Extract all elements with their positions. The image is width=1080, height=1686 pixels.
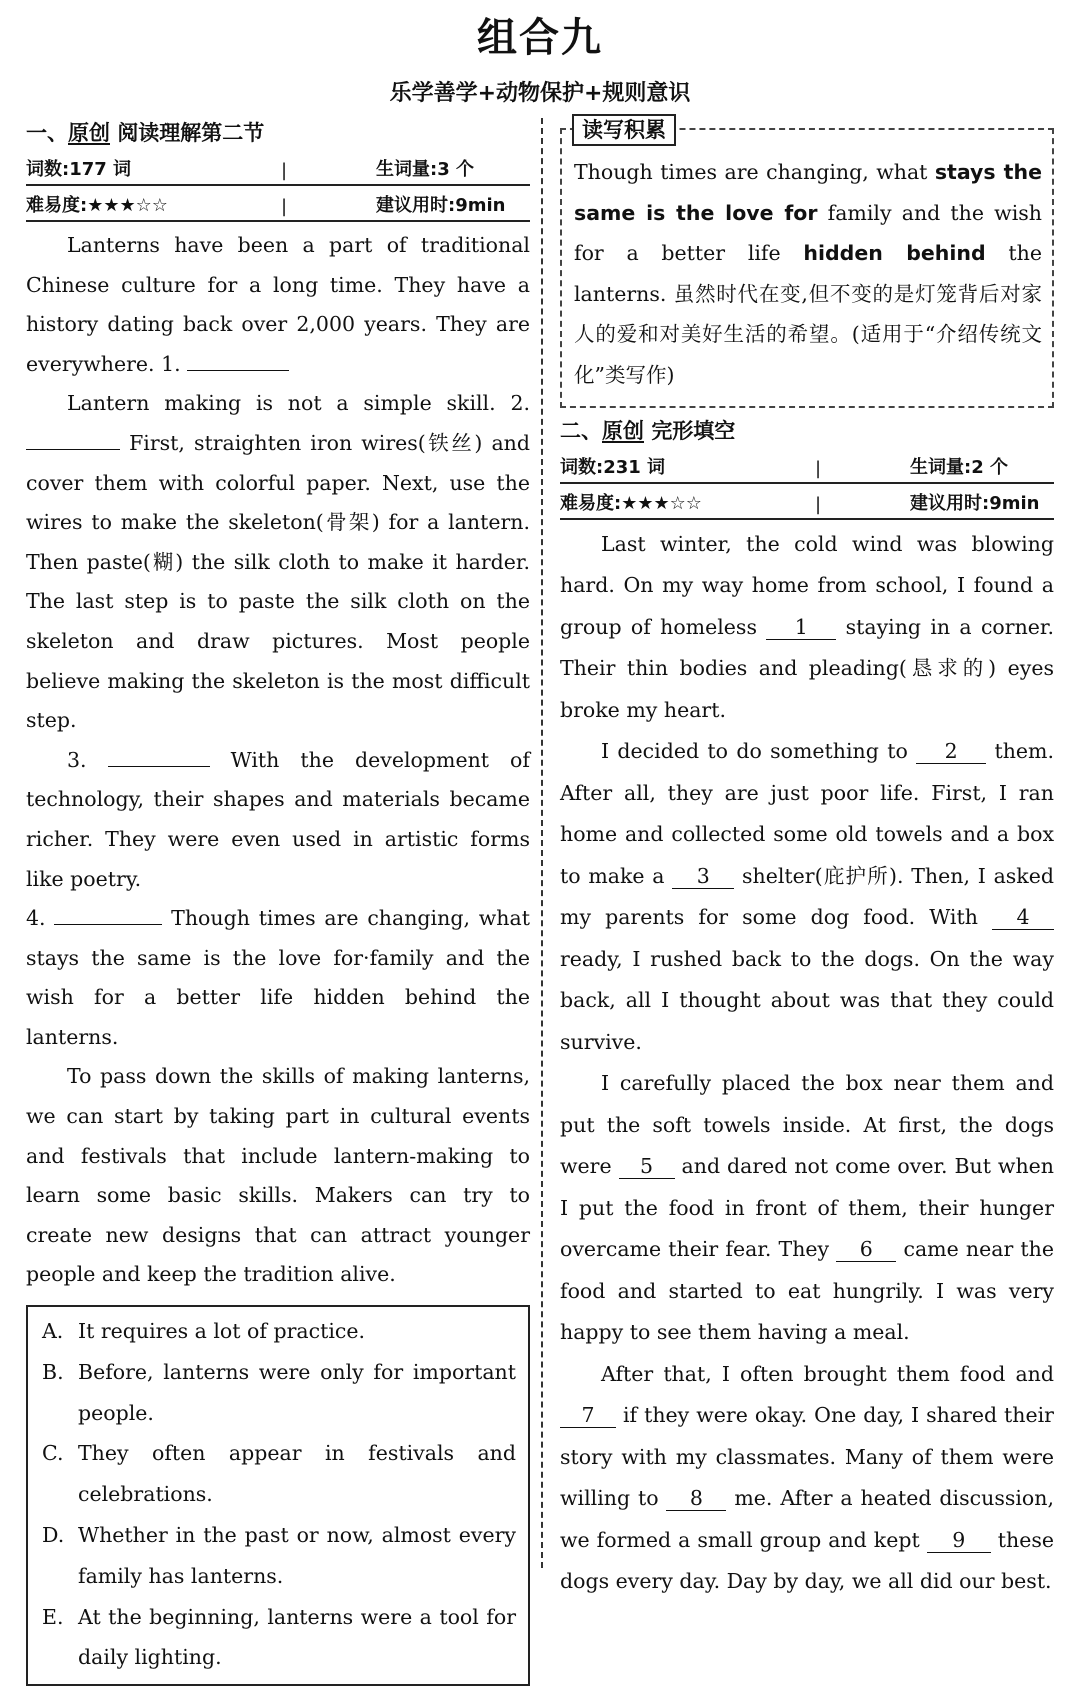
option-item[interactable]: E. At the beginning, lanterns were a tool for daily lighting. — [42, 1604, 516, 1670]
meta-separator: | — [815, 493, 822, 515]
passage-paragraph: I decided to do something to 2 them. After all, they are just poor life. First, I ran home and collected some old towels and a box to make a 3 shelter(庇护所). Then, I asked my parents for some dog food. With 4 ready, I rushed back to the dogs. On the way back, all I thought about was that they could survive. — [560, 739, 1054, 1054]
meta-separator: | — [281, 160, 288, 181]
section2-prefix: 二、 — [560, 418, 602, 443]
passage-paragraph: After that, I often brought them food and 7 if they were okay. One day, I shared their story with my classmates. Many of them were willing to 8 me. After a heated discussion, we formed a small group and kept 9 these dogs every day. Day by day, we all did our best. — [560, 1361, 1054, 1594]
section2-name: 完形填空 — [651, 418, 736, 443]
option-item[interactable]: A. It requires a lot of practice. — [42, 1319, 366, 1344]
left-column — [26, 116, 530, 1686]
cloze-blank[interactable]: 4 — [992, 905, 1054, 930]
section1-prefix: 一、 — [26, 121, 68, 145]
option-item[interactable]: B. Before, lanterns were only for important people. — [42, 1359, 516, 1425]
cloze-blank[interactable]: 3 — [672, 864, 734, 889]
passage-paragraph: 3. With the development of technology, their shapes and materials became richer. They were even used in artistic forms like poetry. — [26, 747, 530, 891]
difficulty-rating: 难易度:★★★☆☆ — [26, 195, 168, 216]
section2-meta-words — [560, 448, 1054, 484]
section1-meta-words — [26, 150, 530, 186]
cloze-blank[interactable]: 5 — [619, 1154, 675, 1179]
passage-paragraph: Lanterns have been a part of traditional Chinese culture for a long time. They have a history dating back over 2,000 years. They are everywhere. 1. — [26, 233, 530, 376]
cloze-blank[interactable]: 9 — [927, 1528, 991, 1553]
reading-passage — [26, 226, 530, 1295]
meta-separator: | — [281, 196, 288, 217]
passage-paragraph: Lantern making is not a simple skill. 2. First, straighten iron wires(铁丝) and cover them with colorful paper. Next, use the wires to make the skeleton(骨架) for a lantern. Then paste(糊) the silk cloth to make it harder. The last step is to paste the silk cloth on the skeleton and draw pictures. Most people believe making the skeleton is the most difficult step. — [26, 391, 530, 733]
meta-separator: | — [815, 457, 822, 479]
cloze-blank[interactable]: 2 — [916, 739, 986, 764]
cloze-blank[interactable]: 6 — [836, 1237, 896, 1262]
new-word-count: 生词量:2 个 — [910, 456, 1008, 478]
answer-blank[interactable] — [108, 766, 210, 767]
word-count: 词数:177 词 — [26, 159, 132, 180]
section1-meta-difficulty — [26, 186, 530, 222]
difficulty-rating: 难易度:★★★☆☆ — [560, 492, 702, 514]
word-count: 词数:231 词 — [560, 456, 666, 478]
cloze-passage — [560, 524, 1054, 1603]
passage-paragraph: To pass down the skills of making lanterns, we can start by taking part in cultural events and festivals that include lantern-making to learn some basic skills. Makers can try to create new designs that can attract younger people and keep the tradition alive. — [26, 1064, 530, 1287]
passage-paragraph: 4. Though times are changing, what stays the same is the love for·family and the wish for a better life hidden behind the lanterns. — [26, 906, 530, 1049]
option-item[interactable]: C. They often appear in festivals and celebrations. — [42, 1441, 516, 1507]
new-word-count: 生词量:3 个 — [376, 159, 474, 180]
options-box — [26, 1305, 530, 1686]
cloze-blank[interactable]: 8 — [666, 1486, 726, 1511]
page-subtitle: 乐学善学+动物保护+规则意识 — [389, 81, 691, 106]
suggested-time: 建议用时:9min — [910, 492, 1040, 514]
column-divider — [541, 118, 543, 1568]
section2-original-tag: 原创 — [602, 418, 644, 443]
page-title: 组合九 — [477, 15, 603, 61]
section2-meta-difficulty — [560, 484, 1054, 520]
passage-paragraph: I carefully placed the box near them and put the soft towels inside. At first, the dogs were 5 and dared not come over. But when I put the food in front of them, their hunger overcame their fear. They 6 came near the food and started to eat hungrily. I was very happy to see them having a meal. — [560, 1071, 1054, 1345]
section1-original-tag: 原创 — [68, 121, 110, 145]
answer-blank[interactable] — [54, 924, 162, 925]
section1-name: 阅读理解第二节 — [117, 121, 265, 145]
accumulation-label: 读写积累 — [572, 114, 676, 146]
cloze-blank[interactable]: 1 — [766, 615, 836, 640]
right-column — [560, 112, 1054, 1603]
option-item[interactable]: D. Whether in the past or now, almost every family has lanterns. — [42, 1523, 516, 1588]
reading-writing-accumulation: 读写积累 Though times are changing, what stays the same is the love for family and the wish for a better life hidden behind the lanterns. 虽然时代在变,但不变的是灯笼背后对家人的爱和对美好生活的希望。(适用于“介绍传统文化”类写作) — [560, 128, 1054, 408]
cloze-blank[interactable]: 7 — [560, 1403, 616, 1428]
answer-blank[interactable] — [187, 370, 289, 371]
suggested-time: 建议用时:9min — [376, 195, 506, 216]
passage-paragraph: Last winter, the cold wind was blowing hard. On my way home from school, I found a group of homeless 1 staying in a corner. Their thin bodies and pleading(恳求的) eyes broke my heart. — [560, 531, 1054, 722]
section2-heading — [560, 414, 1054, 448]
answer-blank[interactable] — [26, 449, 120, 450]
section1-heading — [26, 116, 530, 150]
